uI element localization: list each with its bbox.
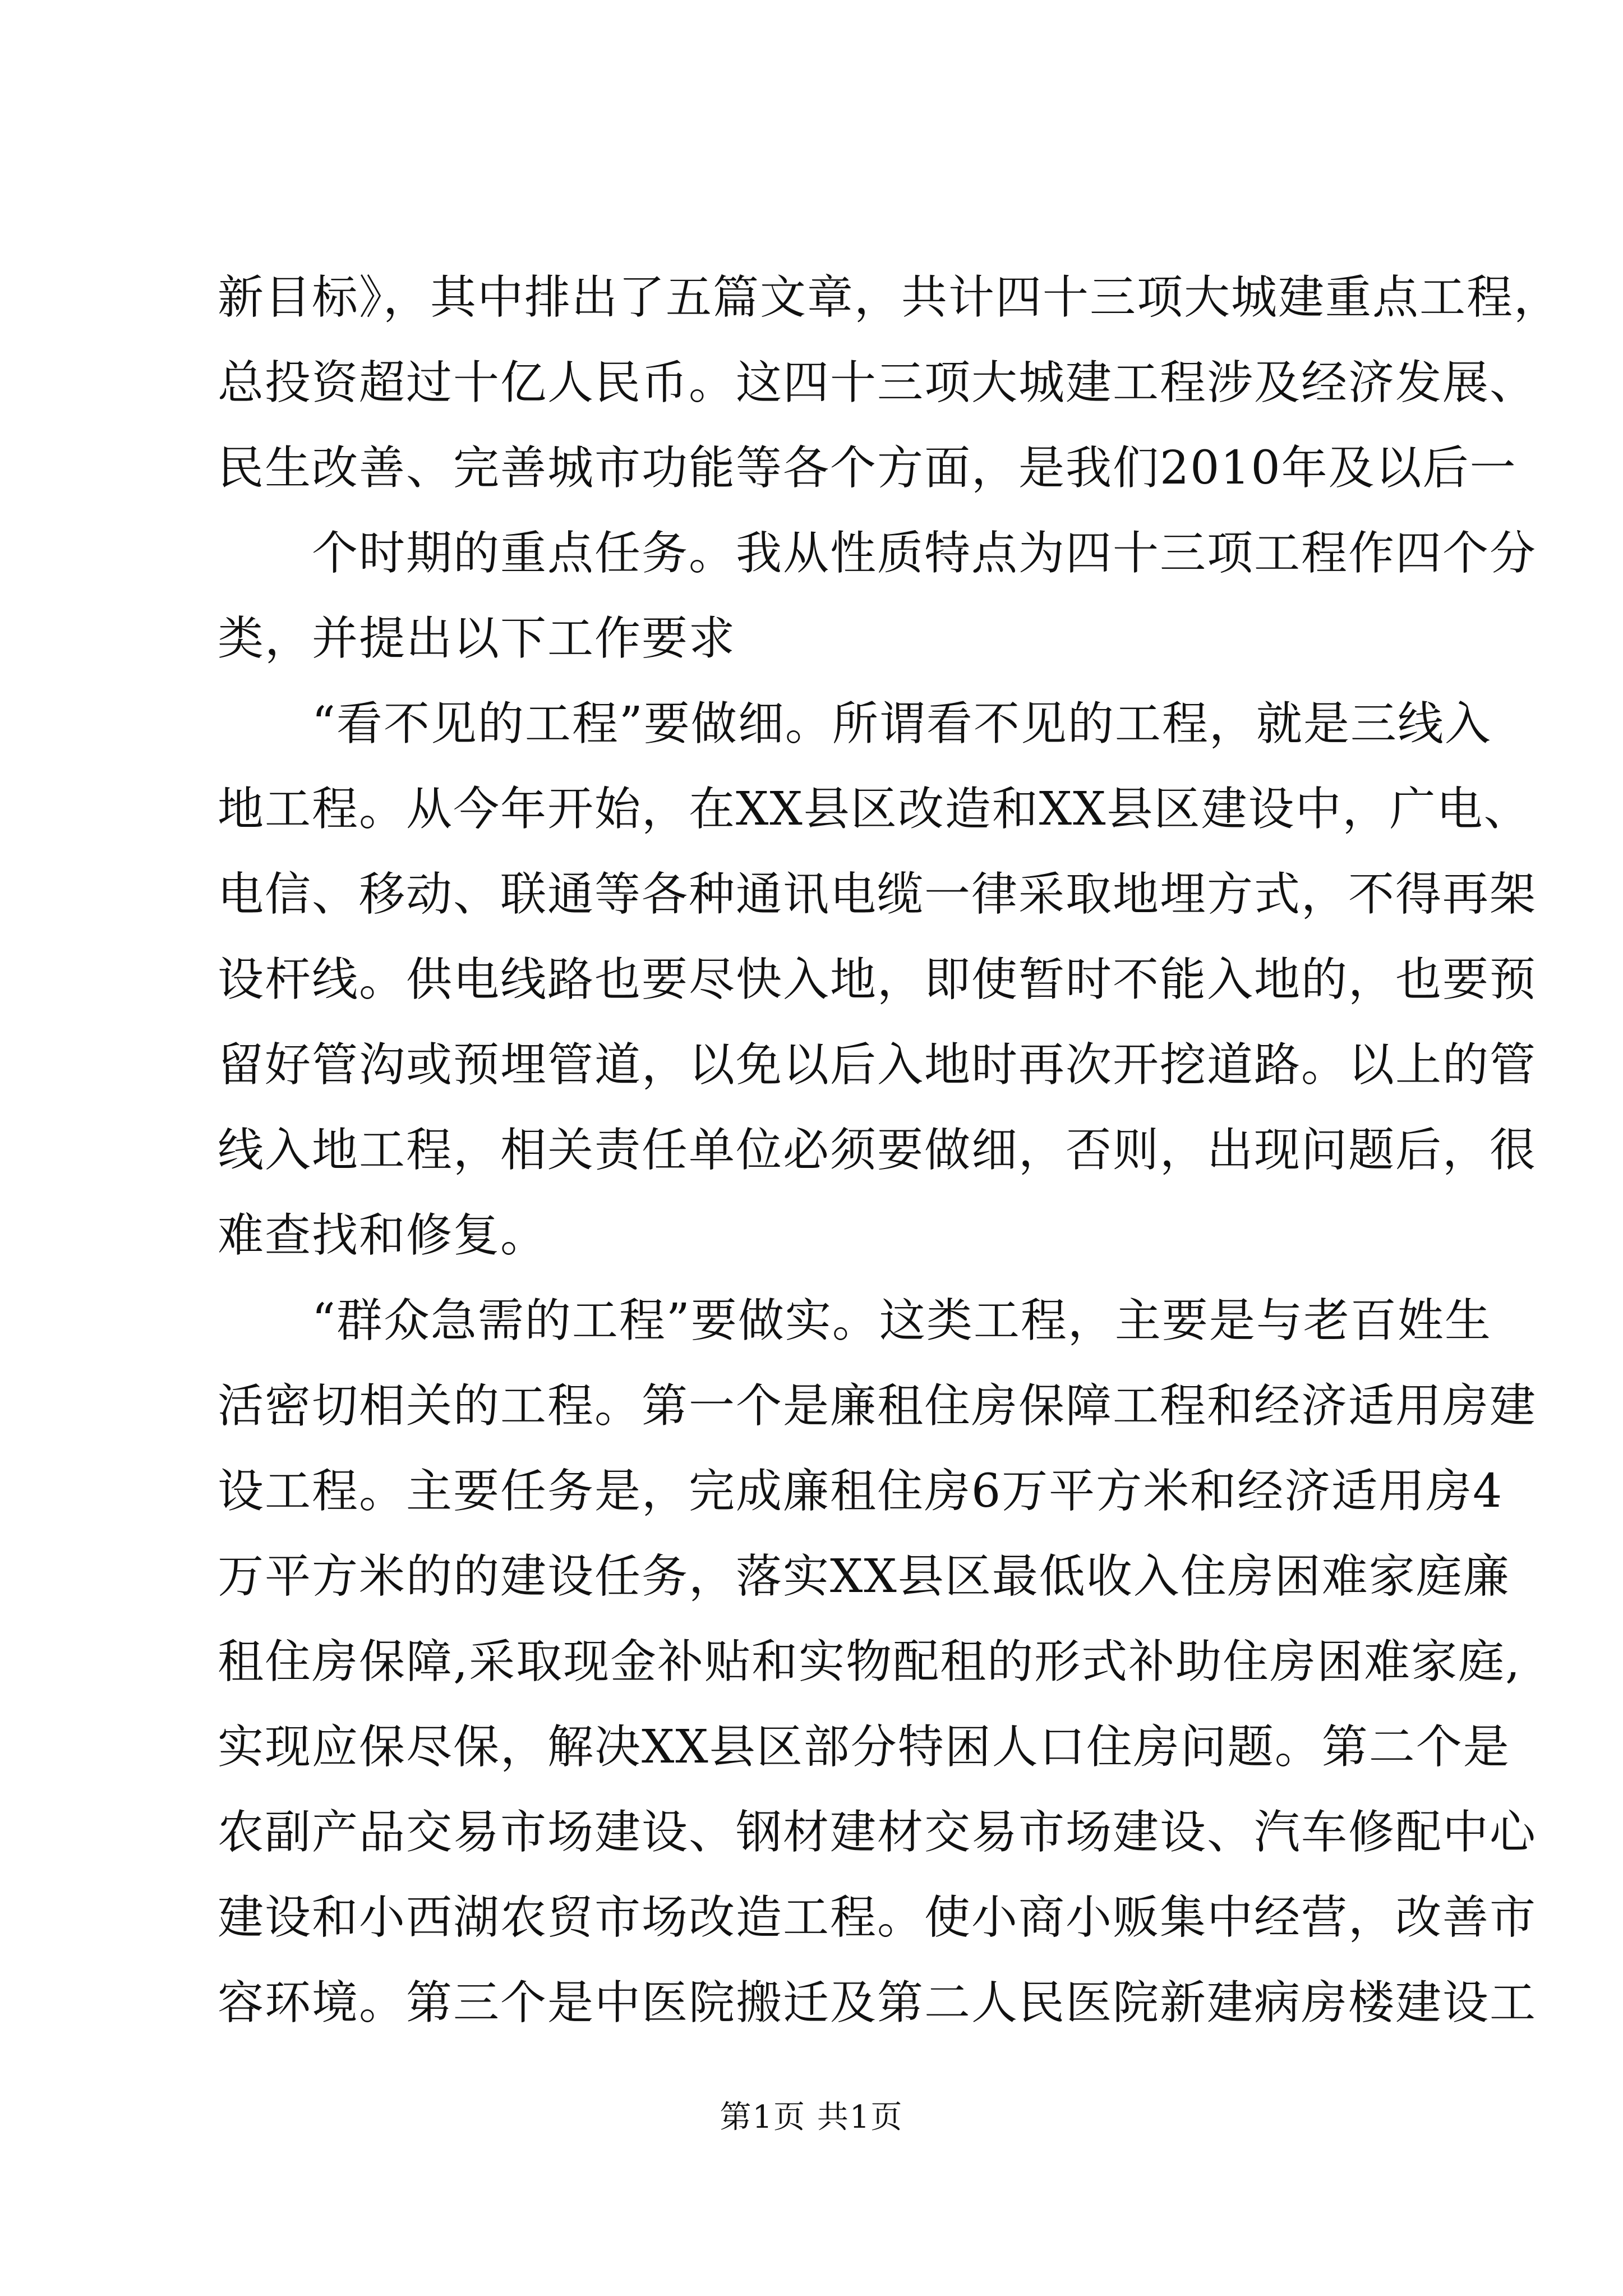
text-line: 民生改善、完善城市功能等各个方面，是我们2010年及以后一 (218, 441, 1517, 495)
page-footer (0, 2095, 1623, 2140)
text-line: 地工程。从今年开始，在XX县区改造和XX县区建设中，广电、 (218, 783, 1531, 836)
text-line: 实现应保尽保，解决XX县区部分特困人口住房问题。第二个是 (218, 1720, 1510, 1774)
text-line: 电信、移动、联通等各种通讯电缆一律采取地埋方式，不得再架 (218, 868, 1537, 921)
text-line: 线入地工程，相关责任单位必须要做细，否则，出现问题后，很 (218, 1124, 1537, 1177)
paragraph-first-line: 个时期的重点任务。我从性质特点为四十三项工程作四个分 (312, 527, 1537, 580)
paragraph-first-line: “群众急需的工程”要做实。这类工程，主要是与老百姓生 (312, 1294, 1492, 1347)
text-line: 万平方米的的建设任务，落实XX县区最低收入住房困难家庭廉 (218, 1550, 1510, 1603)
text-line: 容环境。第三个是中医院搬迁及第二人民医院新建病房楼建设工 (218, 1976, 1537, 2030)
page-number-label: 第1页 共1页 (720, 2099, 903, 2136)
text-line: 设工程。主要任务是，完成廉租住房6万平方米和经济适用房4 (218, 1465, 1504, 1518)
text-line: 设杆线。供电线路也要尽快入地，即使暂时不能入地的，也要预 (218, 953, 1537, 1006)
text-line: 农副产品交易市场建设、钢材建材交易市场建设、汽车修配中心 (218, 1806, 1537, 1859)
paragraph-first-line: “看不见的工程”要做细。所谓看不见的工程，就是三线入 (312, 697, 1492, 751)
text-line: 留好管沟或预埋管道，以免以后入地时再次开挖道路。以上的管 (218, 1038, 1537, 1092)
text-line: 难查找和修复。 (218, 1209, 548, 1262)
text-line: 类，并提出以下工作要求 (218, 612, 736, 665)
text-line: 活密切相关的工程。第一个是廉租住房保障工程和经济适用房建 (218, 1379, 1537, 1433)
text-line: 租住房保障,采取现金补贴和实物配租的形式补助住房困难家庭, (218, 1635, 1521, 1688)
text-line: 新目标》，其中排出了五篇文章，共计四十三项大城建重点工程， (218, 271, 1561, 324)
text-line: 总投资超过十亿人民币。这四十三项大城建工程涉及经济发展、 (218, 356, 1537, 409)
body-text (218, 255, 1561, 2046)
text-line: 建设和小西湖农贸市场改造工程。使小商小贩集中经营，改善市 (218, 1891, 1537, 1944)
